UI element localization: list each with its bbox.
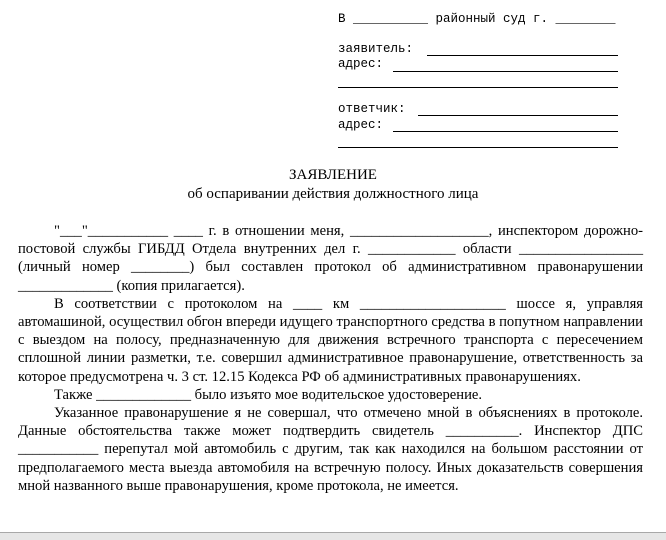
- respondent-label: ответчик:: [338, 102, 414, 116]
- document-body: [18, 222, 643, 495]
- paragraph-protocol: В соответствии с протоколом на ____ км ____________________ шоссе я, управляя автомашиной, осуществил обгон впереди идущего транспортного средства в попутном направлении с выездом на полосу, предназначенную для движения встречного транспорта с пересечением сплошной линии разметки, т.е. совершил административное правонарушение, ответственность за которое предусмотрена ч. 3 ст. 12.15 Кодекса РФ об административных правонарушениях.: [18, 295, 643, 385]
- respondent-address-label: адрес:: [338, 118, 391, 132]
- respondent-name-line: [418, 115, 618, 116]
- paragraph-incident: "___"___________ ____ г. в отношении меня, ___________________, инспектором дорожно-постовой службы ГИБДД Отдела внутренних дел г. ____________ области _________________ (личный номер ________) был составлен протокол об административном правонарушении _____________ (копия прилагается).: [18, 223, 643, 294]
- applicant-label: заявитель:: [338, 42, 421, 56]
- document-subtitle: об оспаривании действия должностного лица: [187, 186, 479, 202]
- applicant-name-line: [427, 55, 618, 56]
- applicant-address-label: адрес:: [338, 57, 391, 71]
- paragraph-license: Также _____________ было изъято мое водительское удостоверение.: [54, 386, 482, 403]
- document-title: ЗАЯВЛЕНИЕ: [289, 167, 377, 183]
- paragraph-objection: Указанное правонарушение я не совершал, что отмечено мной в объяснениях в протоколе. Данные обстоятельства также может подтвердить свидетель __________. Инспектор ДПС ___________ перепутал мой автомобиль с другим, так как находился на большом расстоянии от предполагаемого места выезда автомобиля на встречную полосу. Иных доказательств совершения мной названного выше правонарушения, кроме протокола, не имеется.: [18, 405, 643, 494]
- respondent-address-line-2: [338, 147, 618, 148]
- court-line: В __________ районный суд г. ________: [338, 12, 616, 26]
- applicant-address-line: [393, 71, 618, 72]
- applicant-address-line-2: [338, 87, 618, 88]
- respondent-address-line: [393, 131, 618, 132]
